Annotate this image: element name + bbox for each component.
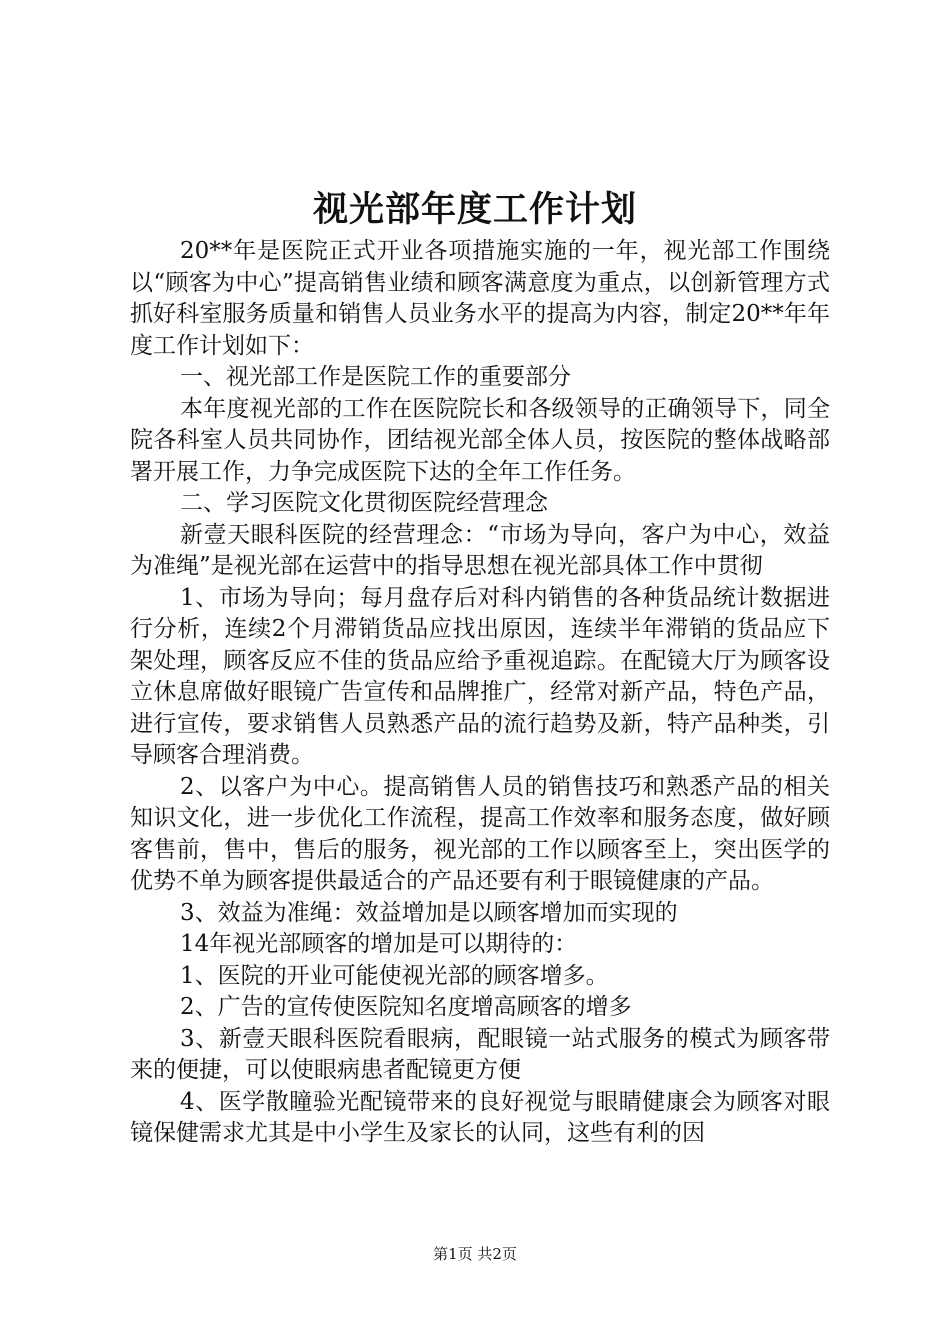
list-item-4: 4、医学散瞳验光配镜带来的良好视觉与眼睛健康会为顾客对眼镜保健需求尤其是中小学生及家长的认同，这些有利的因 [130, 1088, 830, 1146]
paragraph-item-benefit: 3、效益为准绳：效益增加是以顾客增加而实现的 [180, 899, 678, 926]
list-item-2: 2、广告的宣传使医院知名度增高顾客的增多 [180, 994, 632, 1020]
page-footer: 第1页 共2页 [433, 1245, 517, 1263]
paragraph-intro: 20**年是医院正式开业各项措施实施的一年，视光部工作围绕以“顾客为中心”提高销售业绩和顾客满意度为重点，以创新管理方式抓好科室服务质量和销售人员业务水平的提高为内容，制定20**年年度工作计划如下： [130, 238, 830, 359]
document-body [130, 236, 830, 1150]
list-item-1: 1、医院的开业可能使视光部的顾客增多。 [180, 962, 609, 989]
paragraph-section-1: 本年度视光部的工作在医院院长和各级领导的正确领导下，同全院各科室人员共同协作，团结视光部全体人员，按医院的整体战略部署开展工作，力争完成医院下达的全年工作任务。 [130, 395, 830, 485]
paragraph-item-market: 1、市场为导向；每月盘存后对科内销售的各种货品统计数据进行分析，连续2个月滞销货品应找出原因，连续半年滞销的货品应下架处理，顾客反应不佳的货品应给予重视追踪。在配镜大厅为顾客设立休息席做好眼镜广告宣传和品牌推广，经常对新产品，特色产品，进行宣传，要求销售人员熟悉产品的流行趋势及新，特产品种类，引导顾客合理消费。 [130, 584, 830, 768]
document-title: 视光部年度工作计划 [312, 189, 637, 230]
paragraph-item-customer: 2、以客户为中心。提高销售人员的销售技巧和熟悉产品的相关知识文化，进一步优化工作流程，提高工作效率和服务态度，做好顾客售前，售中，售后的服务，视光部的工作以顾客至上，突出医学的优势不单为顾客提供最适合的产品还要有利于眼镜健康的产品。 [130, 773, 830, 894]
list-item-3: 3、新壹天眼科医院看眼病，配眼镜一站式服务的模式为顾客带来的便捷，可以使眼病患者配镜更方便 [130, 1025, 830, 1083]
paragraph-customer-growth: 14年视光部顾客的增加是可以期待的： [180, 931, 578, 957]
paragraph-philosophy: 新壹天眼科医院的经营理念：“市场为导向，客户为中心，效益为准绳”是视光部在运营中的指导思想在视光部具体工作中贯彻 [130, 521, 830, 579]
section-heading-1: 一、视光部工作是医院工作的重要部分 [180, 364, 571, 390]
section-heading-2: 二、学习医院文化贯彻医院经营理念 [180, 490, 548, 516]
